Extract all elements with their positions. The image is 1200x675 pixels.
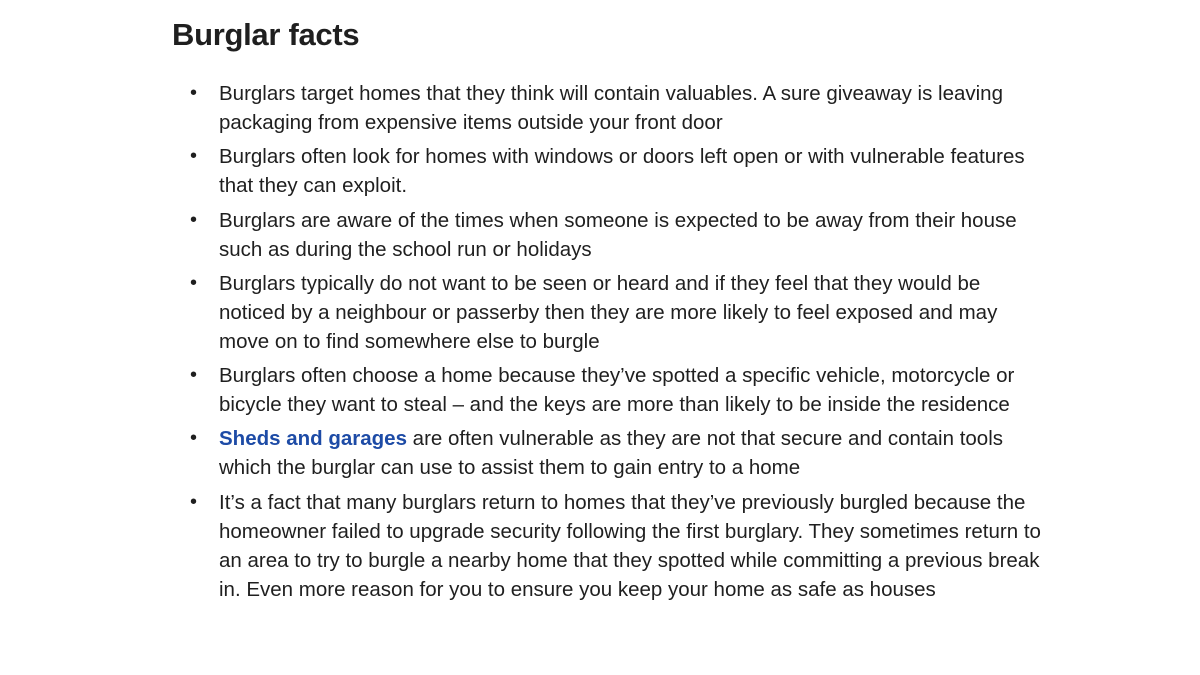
bullet-icon: •	[190, 208, 198, 231]
fact-text: Burglars often choose a home because they’ve spotted a specific vehicle, motorcycle or bicycle they want to steal – and the keys are more than likely to be inside the residence	[219, 364, 1015, 417]
bullet-icon: •	[190, 427, 198, 450]
burglar-facts-list	[190, 79, 1049, 609]
section-heading: Burglar facts	[172, 17, 360, 52]
bullet-icon: •	[190, 145, 198, 168]
bullet-icon: •	[190, 271, 198, 294]
list-item	[190, 361, 1049, 419]
fact-text: Burglars target homes that they think will contain valuables. A sure giveaway is leaving packaging from expensive items outside your front door	[219, 82, 1003, 134]
list-item	[190, 488, 1049, 604]
fact-text: Burglars often look for homes with windows or doors left open or with vulnerable features that they can exploit.	[219, 145, 1025, 198]
list-item	[190, 142, 1049, 200]
list-item	[190, 206, 1049, 264]
fact-text: Burglars are aware of the times when someone is expected to be away from their house such as during the school run or holidays	[219, 208, 1017, 261]
bullet-icon: •	[190, 82, 198, 104]
fact-text: are often vulnerable as they are not that secure and contain tools which the burglar can use to assist them to gain entry to a home	[219, 427, 1004, 480]
list-item	[190, 269, 1049, 356]
bullet-icon: •	[190, 490, 198, 513]
fact-text: It’s a fact that many burglars return to homes that they’ve previously burgled because the homeowner failed to upgrade security following the first burglary. They sometimes return to an area to try to burgle a nearby home that they spotted while committing a previous break in. Even more reason for you to ensure you keep your home as safe as houses	[219, 490, 1041, 601]
sheds-and-garages-link[interactable]: Sheds and garages	[219, 427, 407, 451]
list-item	[190, 79, 1049, 137]
list-item	[190, 424, 1049, 482]
bullet-icon: •	[190, 364, 198, 387]
fact-text: Burglars typically do not want to be seen or heard and if they feel that they would be noticed by a neighbour or passerby then they are more likely to feel exposed and may move on to find somewhere else to burgle	[219, 271, 998, 353]
